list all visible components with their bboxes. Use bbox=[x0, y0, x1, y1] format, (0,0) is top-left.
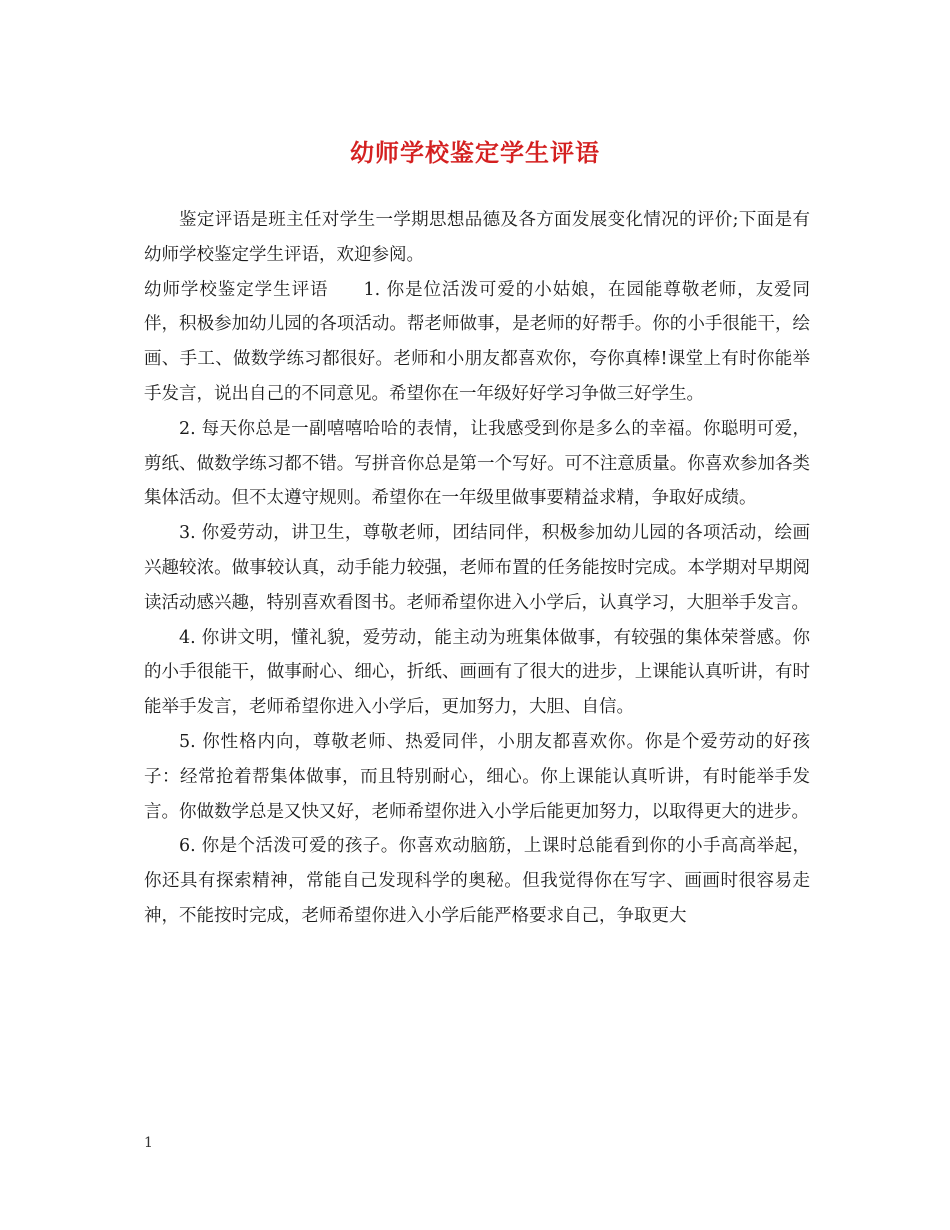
document-body bbox=[144, 203, 810, 934]
page-number: 1 bbox=[144, 1135, 153, 1151]
document-title: 幼师学校鉴定学生评语 bbox=[350, 139, 600, 167]
comment-paragraph-2: 2. 每天你总是一副嘻嘻哈哈的表情，让我感受到你是多么的幸福。你聪明可爱，剪纸、做数学练习都不错。写拼音你总是第一个写好。可不注意质量。你喜欢参加各类集体活动。但不太遵守规则。希望你在一年级里做事要精益求精，争取好成绩。 bbox=[144, 418, 810, 509]
comment-paragraph-3: 3. 你爱劳动，讲卫生，尊敬老师，团结同伴，积极参加幼儿园的各项活动，绘画兴趣较浓。做事较认真，动手能力较强，老师布置的任务能按时完成。本学期对早期阅读活动感兴趣，特别喜欢看图书。老师希望你进入小学后，认真学习，大胆举手发言。 bbox=[144, 523, 810, 613]
comment-paragraph-1 bbox=[144, 273, 810, 412]
comment-paragraph-4: 4. 你讲文明，懂礼貌，爱劳动，能主动为班集体做事，有较强的集体荣誉感。你的小手很能干，做事耐心、细心，折纸、画画有了很大的进步，上课能认真听讲，有时能举手发言，老师希望你进入小学后，更加努力，大胆、自信。 bbox=[144, 627, 810, 718]
comment-paragraph-6: 6. 你是个活泼可爱的孩子。你喜欢动脑筋，上课时总能看到你的小手高高举起，你还具有探索精神，常能自己发现科学的奥秘。但我觉得你在写字、画画时很容易走神，不能按时完成，老师希望你进入小学后能严格要求自己，争取更大 bbox=[144, 836, 810, 926]
section-label: 幼师学校鉴定学生评语 bbox=[144, 279, 329, 300]
comment-text-1: 1. 你是位活泼可爱的小姑娘，在园能尊敬老师，友爱同伴，积极参加幼儿园的各项活动。帮老师做事，是老师的好帮手。你的小手很能干，绘画、手工、做数学练习都很好。老师和小朋友都喜欢你，夸你真棒!课堂上有时你能举手发言，说出自己的不同意见。希望你在一年级好好学习争做三好学生。 bbox=[144, 279, 810, 404]
comment-paragraph-5: 5. 你性格内向，尊敬老师、热爱同伴，小朋友都喜欢你。你是个爱劳动的好孩子：经常抢着帮集体做事，而且特别耐心，细心。你上课能认真听讲，有时能举手发言。你做数学总是又快又好，老师希望你进入小学后能更加努力，以取得更大的进步。 bbox=[144, 731, 810, 822]
intro-paragraph: 鉴定评语是班主任对学生一学期思想品德及各方面发展变化情况的评价;下面是有幼师学校鉴定学生评语，欢迎参阅。 bbox=[144, 210, 810, 265]
